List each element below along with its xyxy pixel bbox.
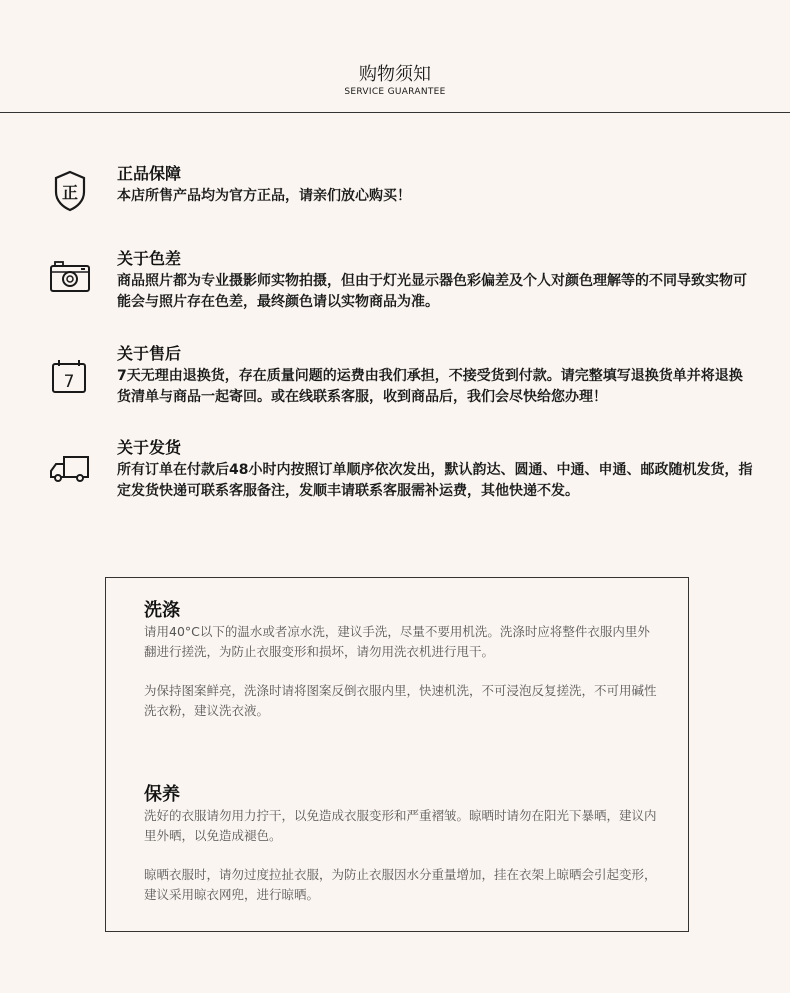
- policy-title: 关于发货: [117, 438, 182, 457]
- wash-title: 洗涤: [144, 600, 180, 621]
- care-instructions-box: [105, 577, 689, 932]
- maintain-text-2: 晾晒衣服时，请勿过度拉扯衣服，为防止衣服因水分重量增加，挂在衣架上晾晒会引起变形，建议采用晾衣网兜，进行晾晒。: [144, 867, 657, 902]
- svg-text:7: 7: [63, 372, 75, 392]
- header-divider: [0, 112, 790, 113]
- maintain-title: 保养: [144, 784, 180, 805]
- camera-icon: [48, 254, 92, 298]
- wash-text-2: 为保持图案鲜亮，洗涤时请将图案反倒衣服内里，快速机洗，不可浸泡反复搓洗，不可用碱性洗衣粉，建议洗衣液。: [144, 683, 657, 718]
- policy-desc: 所有订单在付款后48小时内按照订单顺序依次发出，默认韵达、圆通、中通、申通、邮政随机发货，指定发货快递可联系客服备注，发顺丰请联系客服需补运费，其他快递不发。: [117, 462, 753, 499]
- policy-title: 正品保障: [117, 164, 182, 183]
- page-title: 购物须知: [359, 64, 431, 85]
- policy-desc: 本店所售产品均为官方正品，请亲们放心购买！: [117, 188, 411, 204]
- calendar-icon: [48, 356, 92, 400]
- policy-desc: 商品照片都为专业摄影师实物拍摄，但由于灯光显示器色彩偏差及个人对颜色理解等的不同导致实物可能会与照片存在色差，最终颜色请以实物商品为准。: [117, 273, 747, 310]
- policy-title: 关于售后: [117, 344, 182, 363]
- wash-text-1: 请用40°C以下的温水或者凉水洗，建议手洗，尽量不要用机洗。洗涤时应将整件衣服内里外翻进行搓洗，为防止衣服变形和损坏，请勿用洗衣机进行甩干。: [144, 624, 650, 659]
- shield-icon: [48, 169, 92, 213]
- truck-icon: [48, 448, 92, 492]
- maintain-text-1: 洗好的衣服请勿用力拧干，以免造成衣服变形和严重褶皱。晾晒时请勿在阳光下暴晒，建议内里外晒，以免造成褪色。: [144, 808, 657, 843]
- policy-title: 关于色差: [117, 249, 182, 268]
- page-subtitle: SERVICE GUARANTEE: [344, 87, 446, 97]
- policy-desc: 7天无理由退换货，存在质量问题的运费由我们承担，不接受货到付款。请完整填写退换货单并将退换货清单与商品一起寄回。或在线联系客服，收到商品后，我们会尽快给您办理！: [117, 368, 743, 405]
- svg-text:正: 正: [61, 183, 79, 202]
- page-header: [0, 0, 790, 114]
